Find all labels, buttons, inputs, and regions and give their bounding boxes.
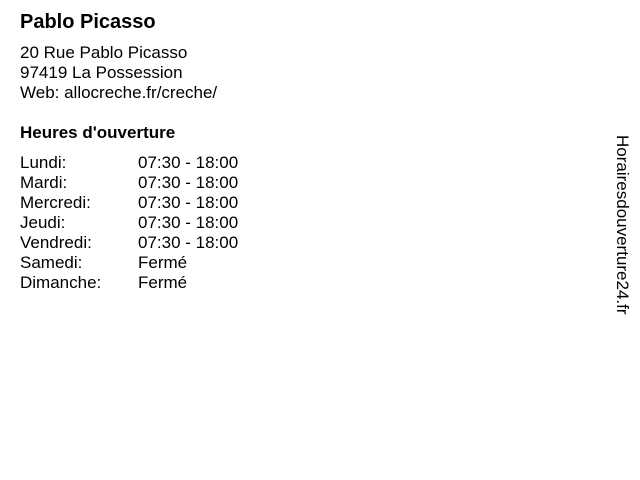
page-title: Pablo Picasso [20,11,156,33]
time-value: 07:30 - 18:00 [138,213,239,232]
address-street: 20 Rue Pablo Picasso [20,43,188,62]
hours-row-tuesday [20,173,238,193]
opening-hours-table [20,153,238,293]
day-label: Jeudi: [20,213,66,232]
hours-row-monday [20,153,238,173]
time-value: 07:30 - 18:00 [138,173,239,192]
time-value: 07:30 - 18:00 [138,153,239,172]
hours-heading: Heures d'ouverture [20,123,176,142]
day-label: Mercredi: [20,193,91,212]
time-value: Fermé [138,253,188,272]
hours-row-sunday [20,273,238,293]
day-label: Mardi: [20,173,68,192]
day-label: Dimanche: [20,273,102,292]
time-value: 07:30 - 18:00 [138,233,239,252]
brand-watermark-text: Horairesdouverture24.fr [613,135,632,315]
day-label: Samedi: [20,253,83,272]
day-label: Vendredi: [20,233,92,252]
hours-row-friday [20,233,238,253]
hours-row-saturday [20,253,238,273]
time-value: Fermé [138,273,188,292]
website-text: Web: allocreche.fr/creche/ [20,83,218,102]
time-value: 07:30 - 18:00 [138,193,239,212]
address-city: 97419 La Possession [20,63,183,82]
day-label: Lundi: [20,153,67,172]
hours-row-wednesday [20,193,238,213]
address-block [20,43,217,103]
hours-row-thursday [20,213,238,233]
